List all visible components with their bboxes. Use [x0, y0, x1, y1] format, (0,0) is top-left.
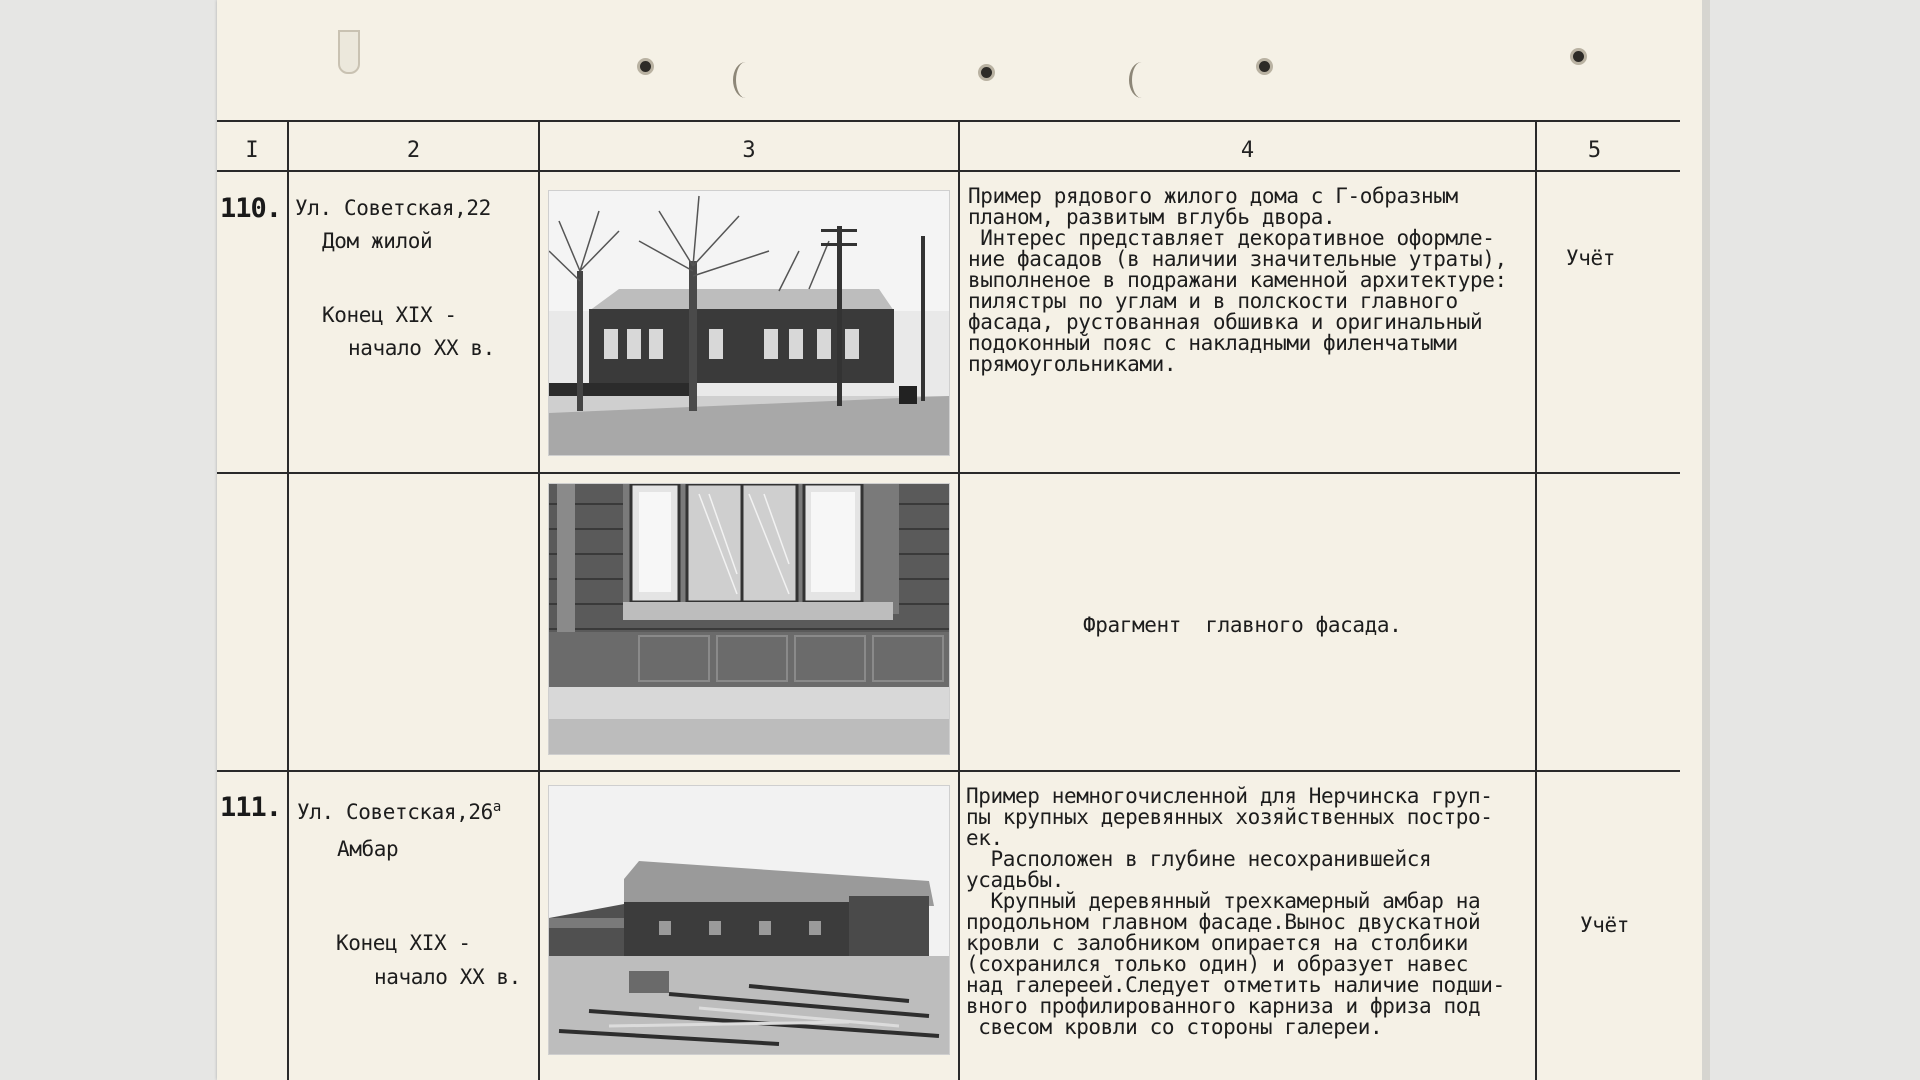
- facade-fragment-photo: [548, 483, 950, 755]
- period-start: Конец XIX -: [336, 931, 471, 955]
- period-end: начало XX в.: [374, 965, 521, 989]
- row-number: 111.: [220, 792, 282, 823]
- row-number: 110.: [220, 193, 282, 224]
- period-start: Конец XIX -: [322, 303, 457, 327]
- photo-caption: Фрагмент главного фасада.: [1083, 613, 1402, 637]
- binder-hole: [1256, 58, 1273, 75]
- barn-photo: [548, 785, 950, 1055]
- object-type: Дом жилой: [322, 229, 433, 253]
- column-header: 2: [406, 138, 421, 163]
- object-type: Амбар: [337, 837, 399, 861]
- column-header: 3: [742, 138, 756, 163]
- house-photo: [548, 190, 950, 456]
- binder-notch: [733, 62, 758, 98]
- address-superscript: а: [492, 799, 501, 815]
- status-label: Учёт: [1566, 246, 1615, 270]
- binder-notch: [1129, 62, 1154, 98]
- address: Ул. Советская,22: [295, 196, 491, 220]
- column-header: I: [245, 138, 259, 163]
- description: Пример рядового жилого дома с Г-образным планом, развитым вглубь двора. Интерес представляет декоративное оформле- ние фасадов (в наличии значительные утраты), выполненое в подражани каменной архитектуре: пилястры по углам и в полскости главного фасада, рустованная обшивка и оригинальный подоконный пояс с накладными филенчатыми прямоугольниками.: [968, 184, 1507, 376]
- binder-hole: [978, 64, 995, 81]
- binder-hole: [1570, 48, 1587, 65]
- torn-edge: [338, 30, 360, 74]
- period-end: начало XX в.: [348, 336, 495, 360]
- binder-hole: [637, 58, 654, 75]
- column-header: 4: [1240, 138, 1255, 163]
- address: Ул. $Советская,26^а$: [297, 799, 501, 824]
- description: Пример немногочисленной для Нерчинска груп- пы крупных деревянных хозяйственных постро- ек. Расположен в глубине несохранившейся усадьбы. Крупный деревянный трехкамерный амбар на продольном главном фасаде.Вынос двускатной кровли с залобником опирается на столбики (сохранился только один) и образует навес над галереей.Следует отметить наличие подши- вного профилированного карниза и фриза под свесом кровли со стороны галереи.: [966, 784, 1505, 1039]
- status-label: Учёт: [1580, 913, 1629, 937]
- column-header: 5: [1587, 138, 1602, 163]
- page-edge-shadow: [1702, 0, 1710, 1080]
